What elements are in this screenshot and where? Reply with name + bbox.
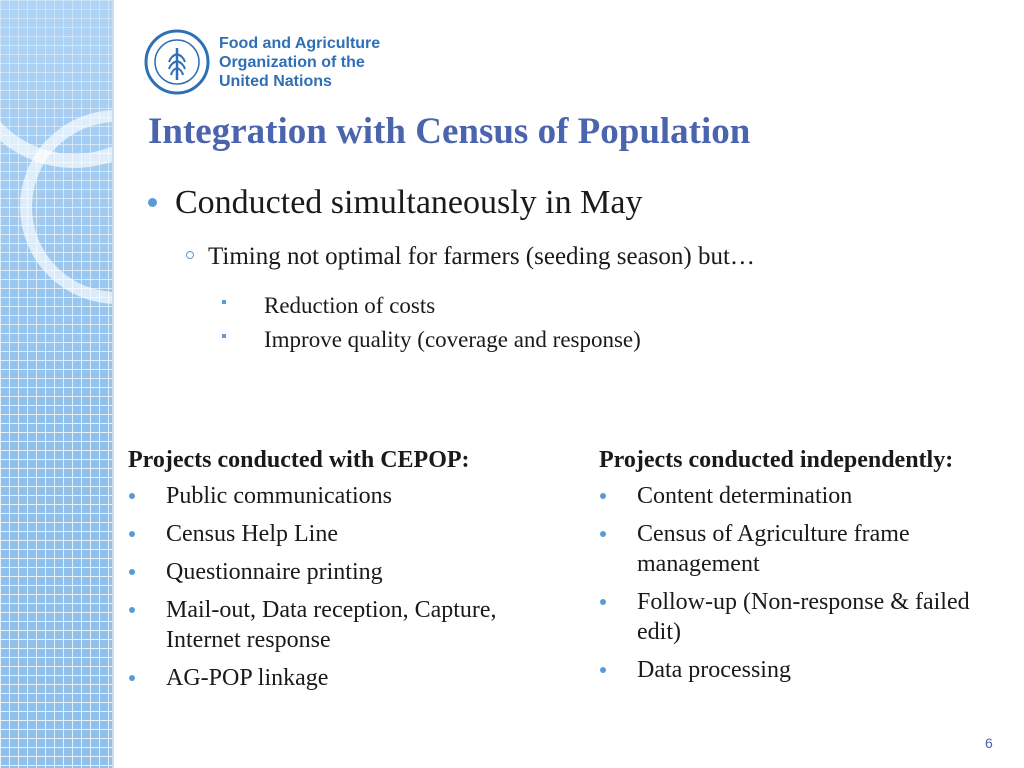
bullet-text: Timing not optimal for farmers (seeding season) but…: [208, 243, 755, 270]
list-item: [128, 595, 568, 655]
list-item-text: Data processing: [637, 657, 791, 683]
bullet-dot-icon: [129, 493, 135, 499]
list-item-text: Follow-up (Non-response & failed edit): [637, 589, 970, 645]
bullet-dot-icon: [600, 667, 606, 673]
fao-seal-icon: [143, 28, 211, 96]
column-heading: Projects conducted with CEPOP:: [128, 447, 470, 473]
list-item-text: Census of Agriculture frame management: [637, 521, 910, 577]
list-item: [599, 519, 1019, 579]
decorative-sidebar: [0, 0, 114, 768]
org-name-line: Organization of the: [219, 53, 365, 71]
sidebar-edge: [112, 0, 114, 768]
bullet-dot-icon: [129, 569, 135, 575]
bullet-level3: [222, 293, 435, 319]
list-item: [128, 557, 568, 587]
cepop-project-list: [128, 481, 568, 693]
bullet-dot-icon: [600, 493, 606, 499]
list-item-text: AG-POP linkage: [166, 665, 329, 691]
list-item: [599, 481, 1019, 511]
bullet-dot-icon: [148, 198, 157, 207]
list-item: [599, 587, 1019, 647]
list-item-text: Content determination: [637, 483, 853, 509]
list-item: [599, 655, 1019, 685]
bullet-dot-icon: [600, 531, 606, 537]
list-item-text: Census Help Line: [166, 521, 338, 547]
bullet-dot-icon: [129, 531, 135, 537]
list-item-text: Questionnaire printing: [166, 559, 383, 585]
bullet-square-icon: [222, 300, 226, 304]
independent-project-list: [599, 481, 1019, 685]
list-item: [128, 519, 568, 549]
bullet-dot-icon: [129, 607, 135, 613]
bullet-text: Conducted simultaneously in May: [175, 184, 643, 221]
fao-org-name: [219, 34, 380, 91]
slide-title: Integration with Census of Population: [148, 111, 751, 152]
list-item-text: Mail-out, Data reception, Capture, Internet response: [166, 597, 497, 653]
cepop-projects-column: [128, 445, 568, 701]
independent-projects-column: [599, 445, 1019, 693]
org-name-line: Food and Agriculture: [219, 34, 381, 52]
bullet-level2: [186, 243, 755, 271]
org-name-line: United Nations: [219, 72, 332, 90]
fao-logo: [143, 28, 380, 96]
bullet-square-icon: [222, 334, 226, 338]
list-item: [128, 663, 568, 693]
bullet-text: Reduction of costs: [264, 293, 436, 318]
bullet-dot-icon: [129, 675, 135, 681]
bullet-dot-icon: [600, 599, 606, 605]
bullet-text: Improve quality (coverage and response): [264, 327, 641, 352]
bullet-level1: [148, 184, 642, 222]
list-item-text: Public communications: [166, 483, 392, 509]
bullet-ring-icon: [186, 251, 194, 259]
list-item: [128, 481, 568, 511]
bullet-level3: [222, 327, 641, 353]
column-heading: Projects conducted independently:: [599, 447, 954, 473]
page-number: 6: [985, 735, 993, 751]
